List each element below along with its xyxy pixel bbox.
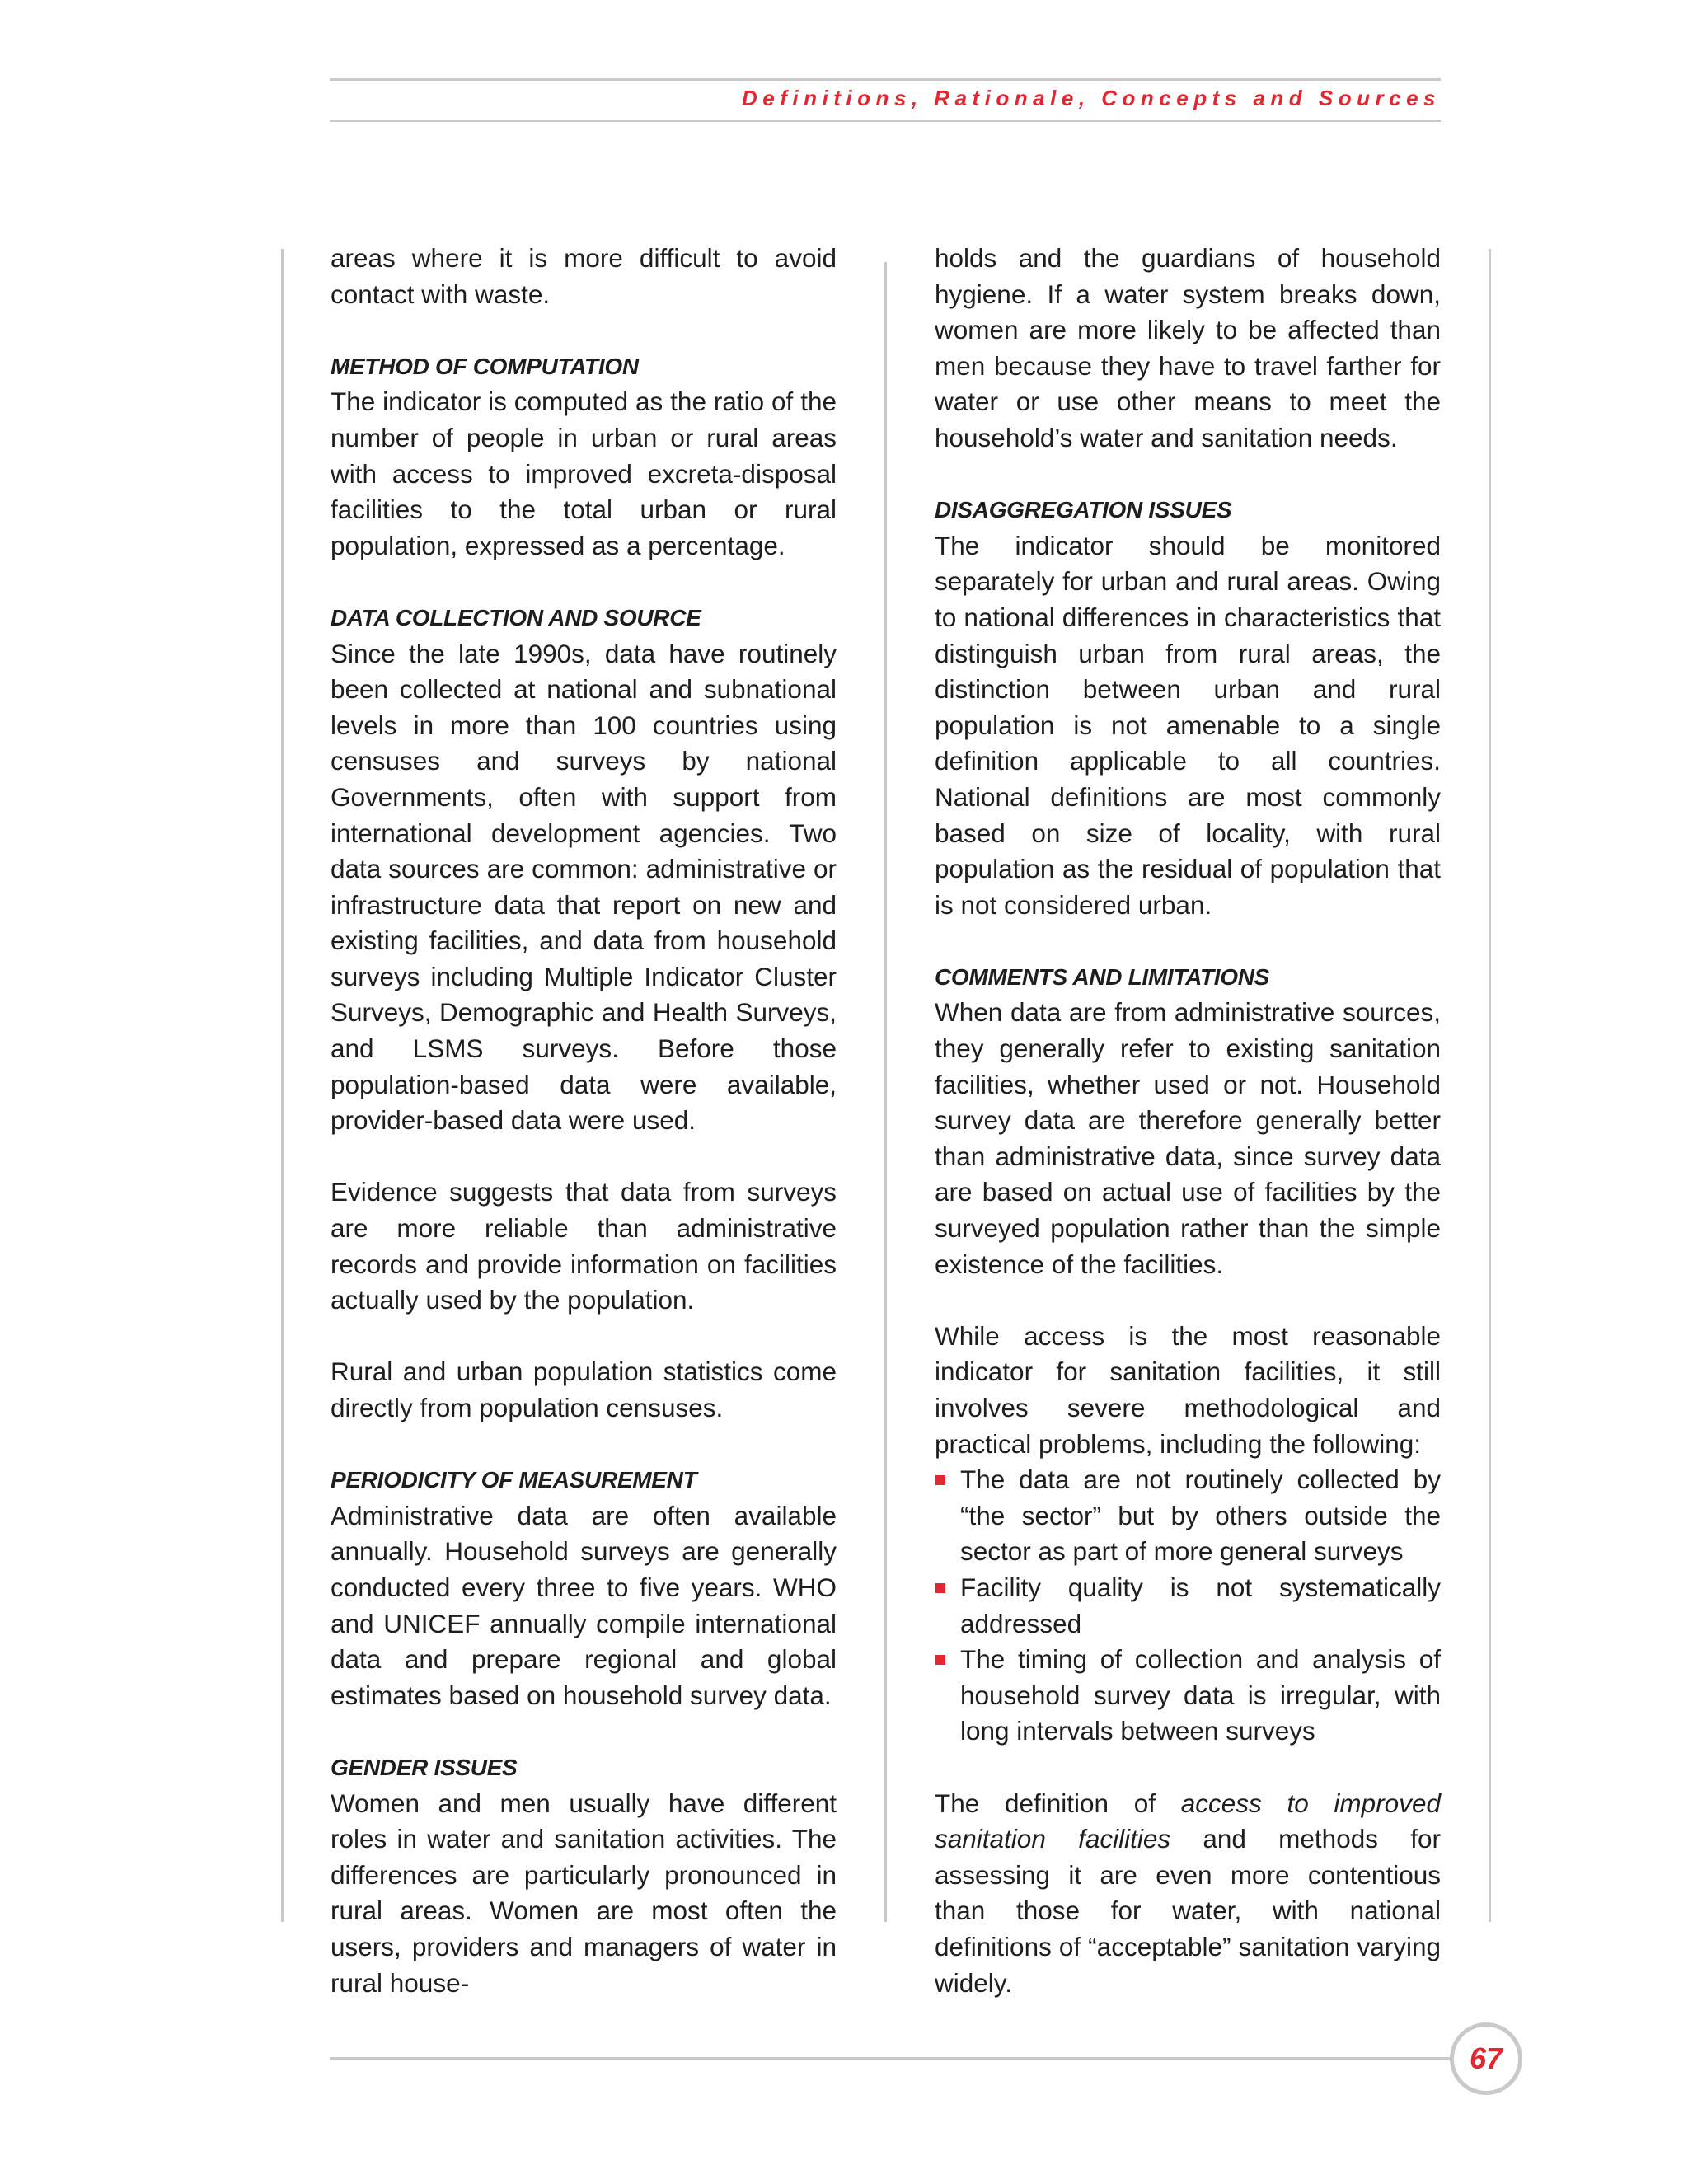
footer-rule: [330, 2057, 1451, 2060]
comments-heading: COMMENTS AND LIMITATIONS: [935, 963, 1270, 990]
definition-text-end: and methods for assessing it are even more contentious than those for water, with national definitions of “acceptable” sanitation varying widely.: [935, 1824, 1441, 1998]
left-margin-line: [281, 249, 284, 1922]
square-bullet-icon: [935, 1583, 945, 1593]
running-header-title: Definitions, Rationale, Concepts and Sources: [742, 86, 1441, 110]
definition-emphasis: access to improved sanitation facilities: [935, 1788, 1441, 1854]
list-item: [935, 1642, 1441, 1750]
data-collection-paragraph-2: Evidence suggests that data from surveys are more reliable than administrative records and provide information on facilities actually used by the population.: [331, 1177, 837, 1315]
data-collection-paragraph-3: Rural and urban population statistics come directly from population censuses.: [331, 1357, 837, 1422]
right-margin-line: [1489, 249, 1491, 1922]
periodicity-heading: PERIODICITY OF MEASUREMENT: [331, 1467, 697, 1493]
disaggregation-paragraph: The indicator should be monitored separately for urban and rural areas. Owing to national differences in characteristics that distinguish urban from rural areas, the distinction between urban and rural population is not amenable to a single definition applicable to all countries. National definitions are most commonly based on size of locality, with rural population as the residual of population that is not considered urban.: [935, 530, 1441, 920]
method-paragraph: The indicator is computed as the ratio of the number of people in urban or rural areas with access to improved excreta-disposal facilities to the total urban or rural population, expressed as a percentage.: [331, 387, 837, 560]
data-collection-paragraph-1: Since the late 1990s, data have routinely been collected at national and subnational levels in more than 100 countries using censuses and surveys by national Governments, often with support from international development agencies. Two data sources are common: administrative or infrastructure data that report on new and existing facilities, and data from household surveys including Multiple Indicator Cluster Surveys, Demographic and Health Surveys, and LSMS surveys. Before those population-based data were available, provider-based data were used.: [331, 638, 837, 1136]
right-column: [935, 241, 1441, 2001]
left-column: [331, 241, 837, 2001]
data-collection-heading: DATA COLLECTION AND SOURCE: [331, 604, 701, 630]
method-heading: METHOD OF COMPUTATION: [331, 353, 639, 379]
header-top-rule: [330, 78, 1441, 81]
list-item: [935, 1570, 1441, 1642]
square-bullet-icon: [935, 1655, 945, 1665]
gender-paragraph: Women and men usually have different roles in water and sanitation activities. The differences are particularly pronounced in rural areas. Women are most often the users, providers and managers of water in rural house-: [331, 1788, 837, 1998]
column-divider-line: [884, 262, 887, 1922]
square-bullet-icon: [935, 1475, 945, 1485]
list-item-text: The timing of collection and analysis of household survey data is irregular, with long intervals between surveys: [960, 1644, 1441, 1746]
gender-heading: GENDER ISSUES: [331, 1754, 518, 1780]
page-number-badge: [1450, 2022, 1522, 2095]
gender-continued-paragraph: holds and the guardians of household hygiene. If a water system breaks down, women are more likely to be affected than men because they have to travel farther for water or use other means to meet the household’s water and sanitation needs.: [935, 243, 1441, 452]
comments-paragraph-2: While access is the most reasonable indicator for sanitation facilities, it still involves severe methodological and practical problems, including the following:: [935, 1320, 1441, 1459]
comments-paragraph-1: When data are from administrative sources, they generally refer to existing sanitation facilities, whether used or not. Household survey data are therefore generally better than administrative data, since survey data are based on actual use of facilities by the surveyed population rather than the simple existence of the facilities.: [935, 997, 1441, 1279]
header-bottom-rule: [330, 120, 1441, 122]
limitations-list: [935, 1462, 1441, 1750]
periodicity-paragraph: Administrative data are often available annually. Household surveys are generally conducted every three to five years. WHO and UNICEF annually compile international data and prepare regional and global estimates based on household survey data.: [331, 1500, 837, 1710]
definition-text-start: The definition of: [935, 1788, 1181, 1818]
definition-paragraph: [935, 1786, 1441, 2002]
list-item-text: Facility quality is not systematically addressed: [960, 1572, 1441, 1638]
list-item-text: The data are not routinely collected by “the sector” but by others outside the sector as part of more general surveys: [960, 1465, 1441, 1567]
intro-paragraph: areas where it is more difficult to avoid contact with waste.: [331, 243, 837, 309]
page-number: 67: [1469, 2041, 1503, 2075]
disaggregation-heading: DISAGGREGATION ISSUES: [935, 497, 1232, 523]
list-item: [935, 1462, 1441, 1570]
